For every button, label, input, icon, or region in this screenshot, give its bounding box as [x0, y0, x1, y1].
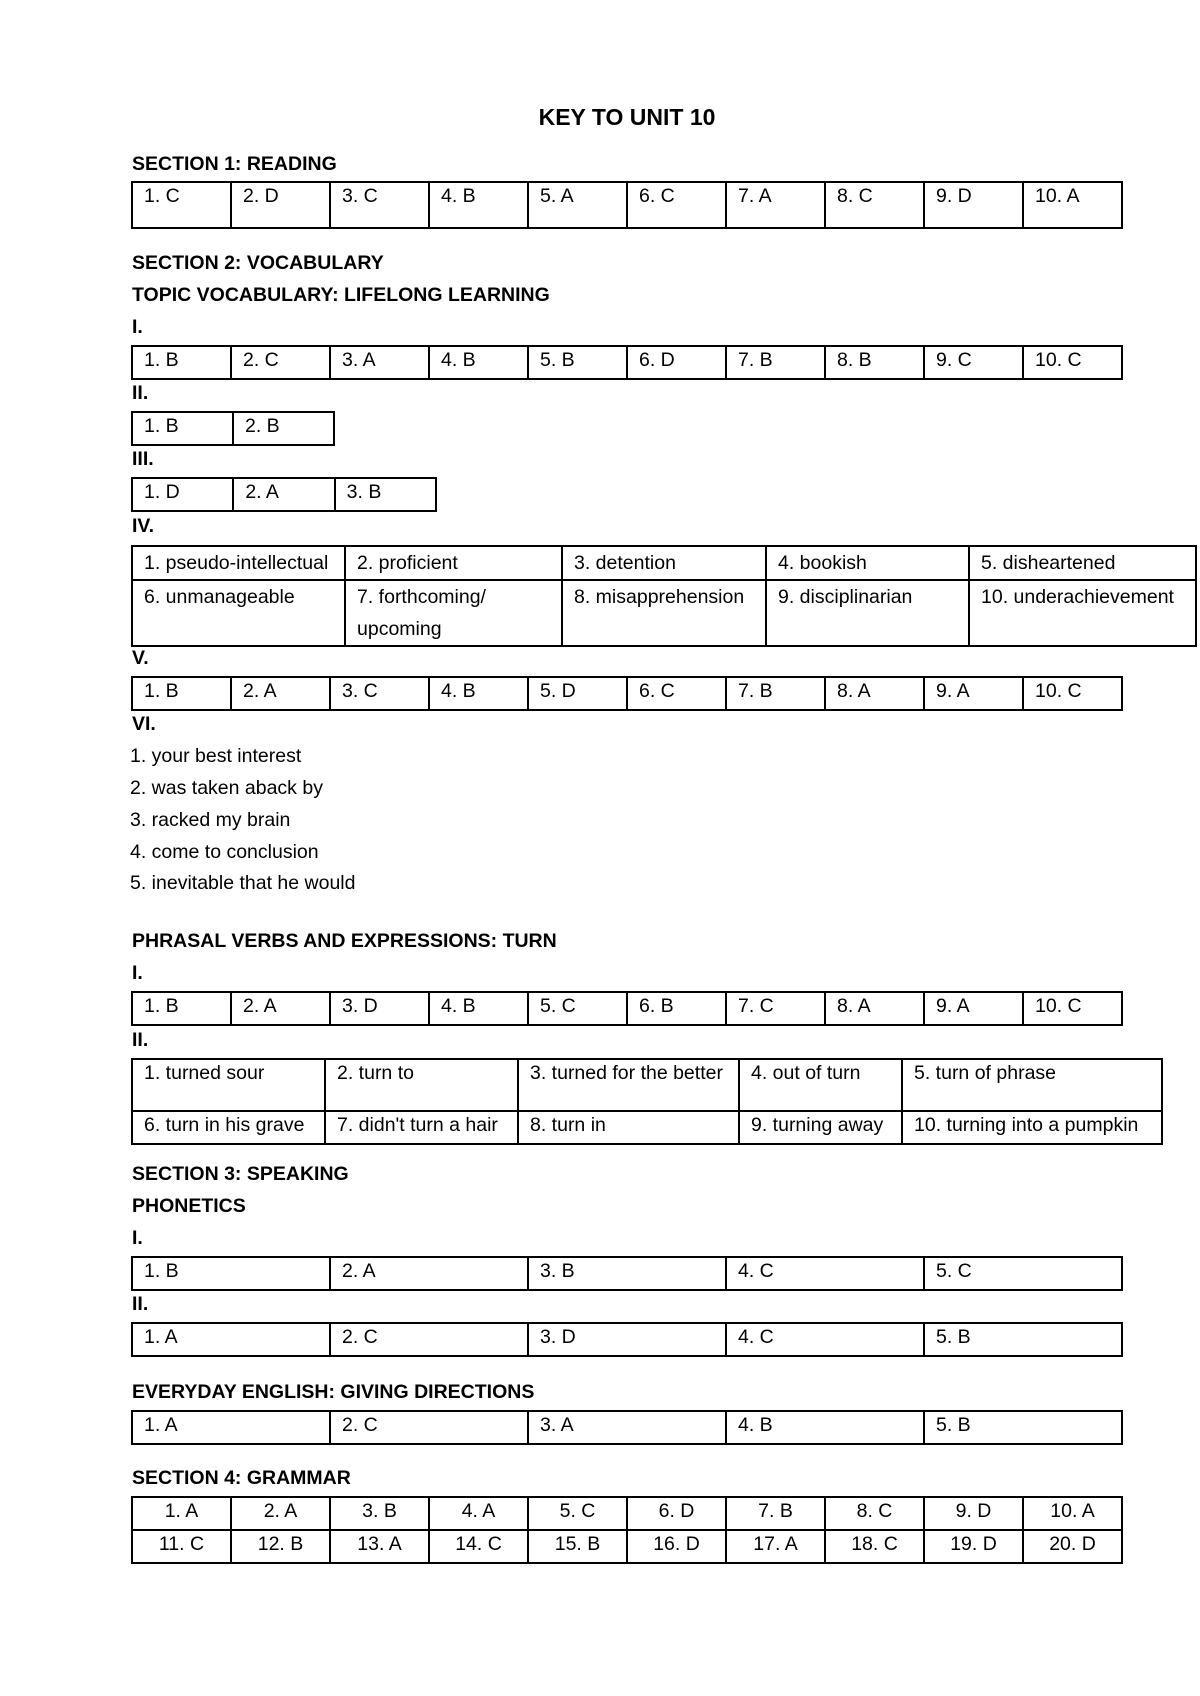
answer-cell: 5. turn of phrase: [902, 1059, 1162, 1111]
answer-cell: 2. A: [231, 677, 330, 710]
answer-cell: 2. A: [231, 1497, 330, 1530]
answer-cell: 8. B: [825, 346, 924, 379]
answer-cell: 10. C: [1023, 992, 1122, 1025]
answer-cell: 1. A: [132, 1323, 330, 1356]
answer-cell: 2. C: [330, 1411, 528, 1444]
answer-cell: 6. C: [627, 182, 726, 228]
table-row: [132, 346, 1122, 379]
reading-answer-table: [131, 181, 1123, 229]
answer-cell: 4. B: [429, 992, 528, 1025]
page-title: KEY TO UNIT 10: [538, 104, 716, 130]
answer-cell: 1. A: [132, 1411, 330, 1444]
answer-cell: 3. A: [528, 1411, 726, 1444]
answer-cell: 7. didn't turn a hair: [325, 1111, 518, 1144]
answer-cell: 10. turning into a pumpkin: [902, 1111, 1162, 1144]
answer-cell: 3. turned for the better: [518, 1059, 739, 1111]
answer-cell: 4. B: [429, 182, 528, 228]
topic-vocabulary-heading: TOPIC VOCABULARY: LIFELONG LEARNING: [132, 284, 550, 306]
answer-cell: 8. C: [825, 182, 924, 228]
answer-cell: 9. turning away: [739, 1111, 902, 1144]
section-speaking-heading: SECTION 3: SPEAKING: [132, 1163, 349, 1185]
answer-cell: 20. D: [1023, 1530, 1122, 1563]
answer-cell: 1. turned sour: [132, 1059, 325, 1111]
answer-cell: 4. C: [726, 1323, 924, 1356]
grammar-answer-table: [131, 1496, 1123, 1564]
vocab-ex2-table: [131, 411, 335, 446]
answer-cell: 13. A: [330, 1530, 429, 1563]
table-row: [132, 478, 436, 511]
exercise-label: IV.: [132, 515, 155, 537]
answer-cell: 5. B: [924, 1411, 1122, 1444]
answer-cell: 8. misapprehension: [562, 580, 766, 646]
answer-cell: 9. D: [924, 1497, 1023, 1530]
exercise-label: I.: [132, 316, 143, 338]
answer-cell: 3. C: [330, 677, 429, 710]
answer-cell: 4. B: [429, 346, 528, 379]
answer-cell: 4. C: [726, 1257, 924, 1290]
answer-cell: 1. B: [132, 1257, 330, 1290]
answer-cell: 4. A: [429, 1497, 528, 1530]
answer-cell: 5. C: [528, 992, 627, 1025]
table-row: [132, 1530, 1122, 1563]
answer-cell: 3. B: [335, 478, 436, 511]
answer-cell: 16. D: [627, 1530, 726, 1563]
table-row: [132, 677, 1122, 710]
vocab-ex3-table: [131, 477, 437, 512]
answer-cell: 6. D: [627, 1497, 726, 1530]
answer-cell: 8. A: [825, 677, 924, 710]
everyday-english-heading: EVERYDAY ENGLISH: GIVING DIRECTIONS: [132, 1381, 535, 1403]
answer-cell: 1. B: [132, 992, 231, 1025]
answer-cell: 7. B: [726, 1497, 825, 1530]
answer-cell: 7. B: [726, 677, 825, 710]
answer-cell: 5. C: [924, 1257, 1122, 1290]
answer-cell: 5. A: [528, 182, 627, 228]
answer-cell: 6. B: [627, 992, 726, 1025]
table-row: [132, 992, 1122, 1025]
answer-cell: 9. A: [924, 677, 1023, 710]
exercise-label: I.: [132, 1227, 143, 1249]
exercise-label: I.: [132, 962, 143, 984]
answer-line: 2. was taken aback by: [130, 777, 323, 799]
answer-line: 1. your best interest: [130, 745, 302, 767]
phrasal-ex1-table: [131, 991, 1123, 1026]
answer-cell: 3. detention: [562, 546, 766, 580]
exercise-label: II.: [132, 1293, 149, 1315]
answer-cell: 10. A: [1023, 182, 1122, 228]
answer-cell: 3. C: [330, 182, 429, 228]
answer-cell: 3. B: [330, 1497, 429, 1530]
section-reading-heading: SECTION 1: READING: [132, 153, 337, 175]
answer-cell: 5. B: [528, 346, 627, 379]
vocab-ex5-table: [131, 676, 1123, 711]
answer-cell: 5. D: [528, 677, 627, 710]
answer-cell: 3. D: [330, 992, 429, 1025]
phonetics-heading: PHONETICS: [132, 1195, 246, 1217]
answer-cell: 1. B: [132, 677, 231, 710]
answer-cell: 1. C: [132, 182, 231, 228]
answer-cell: 11. C: [132, 1530, 231, 1563]
table-row: [132, 412, 334, 445]
exercise-label: II.: [132, 1029, 149, 1051]
answer-cell: 6. turn in his grave: [132, 1111, 325, 1144]
answer-line: 4. come to conclusion: [130, 841, 319, 863]
answer-cell: 1. A: [132, 1497, 231, 1530]
answer-cell: 6. C: [627, 677, 726, 710]
answer-cell: 7. C: [726, 992, 825, 1025]
answer-cell: 8. turn in: [518, 1111, 739, 1144]
everyday-english-table: [131, 1410, 1123, 1445]
phonetics-ex2-table: [131, 1322, 1123, 1357]
table-row: [132, 1257, 1122, 1290]
exercise-label: V.: [132, 647, 149, 669]
answer-cell: 3. B: [528, 1257, 726, 1290]
answer-cell: 15. B: [528, 1530, 627, 1563]
phrasal-verbs-heading: PHRASAL VERBS AND EXPRESSIONS: TURN: [132, 930, 557, 952]
answer-cell: 10. underachievement: [969, 580, 1196, 646]
answer-cell: 3. D: [528, 1323, 726, 1356]
exercise-label: II.: [132, 382, 149, 404]
answer-cell: 4. B: [726, 1411, 924, 1444]
answer-cell: 1. B: [132, 346, 231, 379]
table-row: [132, 1497, 1122, 1530]
answer-line: 3. racked my brain: [130, 809, 291, 831]
answer-cell: 8. A: [825, 992, 924, 1025]
answer-cell: 10. A: [1023, 1497, 1122, 1530]
table-row: [132, 546, 1196, 580]
answer-cell: 9. D: [924, 182, 1023, 228]
answer-cell: 4. bookish: [766, 546, 969, 580]
answer-cell: 3. A: [330, 346, 429, 379]
table-row: [132, 1111, 1162, 1144]
answer-cell: 2. A: [233, 478, 334, 511]
answer-cell: 2. turn to: [325, 1059, 518, 1111]
answer-cell: 4. B: [429, 677, 528, 710]
exercise-label: III.: [132, 448, 154, 470]
section-vocabulary-heading: SECTION 2: VOCABULARY: [132, 252, 384, 274]
answer-cell: 7. forthcoming/ upcoming: [345, 580, 562, 646]
answer-cell: 14. C: [429, 1530, 528, 1563]
answer-cell: 8. C: [825, 1497, 924, 1530]
answer-cell: 2. D: [231, 182, 330, 228]
table-row: [132, 1059, 1162, 1111]
vocab-ex4-table: [131, 545, 1197, 647]
answer-cell: 12. B: [231, 1530, 330, 1563]
answer-cell: 5. C: [528, 1497, 627, 1530]
answer-cell: 5. B: [924, 1323, 1122, 1356]
answer-cell: 2. proficient: [345, 546, 562, 580]
answer-cell: 2. A: [330, 1257, 528, 1290]
answer-cell: 2. C: [231, 346, 330, 379]
answer-cell: 4. out of turn: [739, 1059, 902, 1111]
table-row: [132, 1411, 1122, 1444]
exercise-label: VI.: [132, 713, 156, 735]
answer-cell: 9. C: [924, 346, 1023, 379]
phonetics-ex1-table: [131, 1256, 1123, 1291]
answer-cell: 2. B: [233, 412, 334, 445]
answer-cell: 7. B: [726, 346, 825, 379]
answer-cell: 18. C: [825, 1530, 924, 1563]
answer-cell: 19. D: [924, 1530, 1023, 1563]
answer-cell: 7. A: [726, 182, 825, 228]
answer-cell: 6. D: [627, 346, 726, 379]
answer-cell: 9. disciplinarian: [766, 580, 969, 646]
answer-cell: 10. C: [1023, 346, 1122, 379]
phrasal-ex2-table: [131, 1058, 1163, 1145]
answer-line: 5. inevitable that he would: [130, 872, 356, 894]
table-row: [132, 580, 1196, 646]
answer-cell: 2. A: [231, 992, 330, 1025]
answer-cell: 6. unmanageable: [132, 580, 345, 646]
answer-cell: 2. C: [330, 1323, 528, 1356]
table-row: [132, 182, 1122, 228]
answer-cell: 1. pseudo-intellectual: [132, 546, 345, 580]
answer-cell: 1. D: [132, 478, 233, 511]
answer-cell: 1. B: [132, 412, 233, 445]
table-row: [132, 1323, 1122, 1356]
answer-cell: 10. C: [1023, 677, 1122, 710]
answer-cell: 17. A: [726, 1530, 825, 1563]
answer-cell: 9. A: [924, 992, 1023, 1025]
vocab-ex1-table: [131, 345, 1123, 380]
answer-cell: 5. disheartened: [969, 546, 1196, 580]
section-grammar-heading: SECTION 4: GRAMMAR: [132, 1467, 351, 1489]
